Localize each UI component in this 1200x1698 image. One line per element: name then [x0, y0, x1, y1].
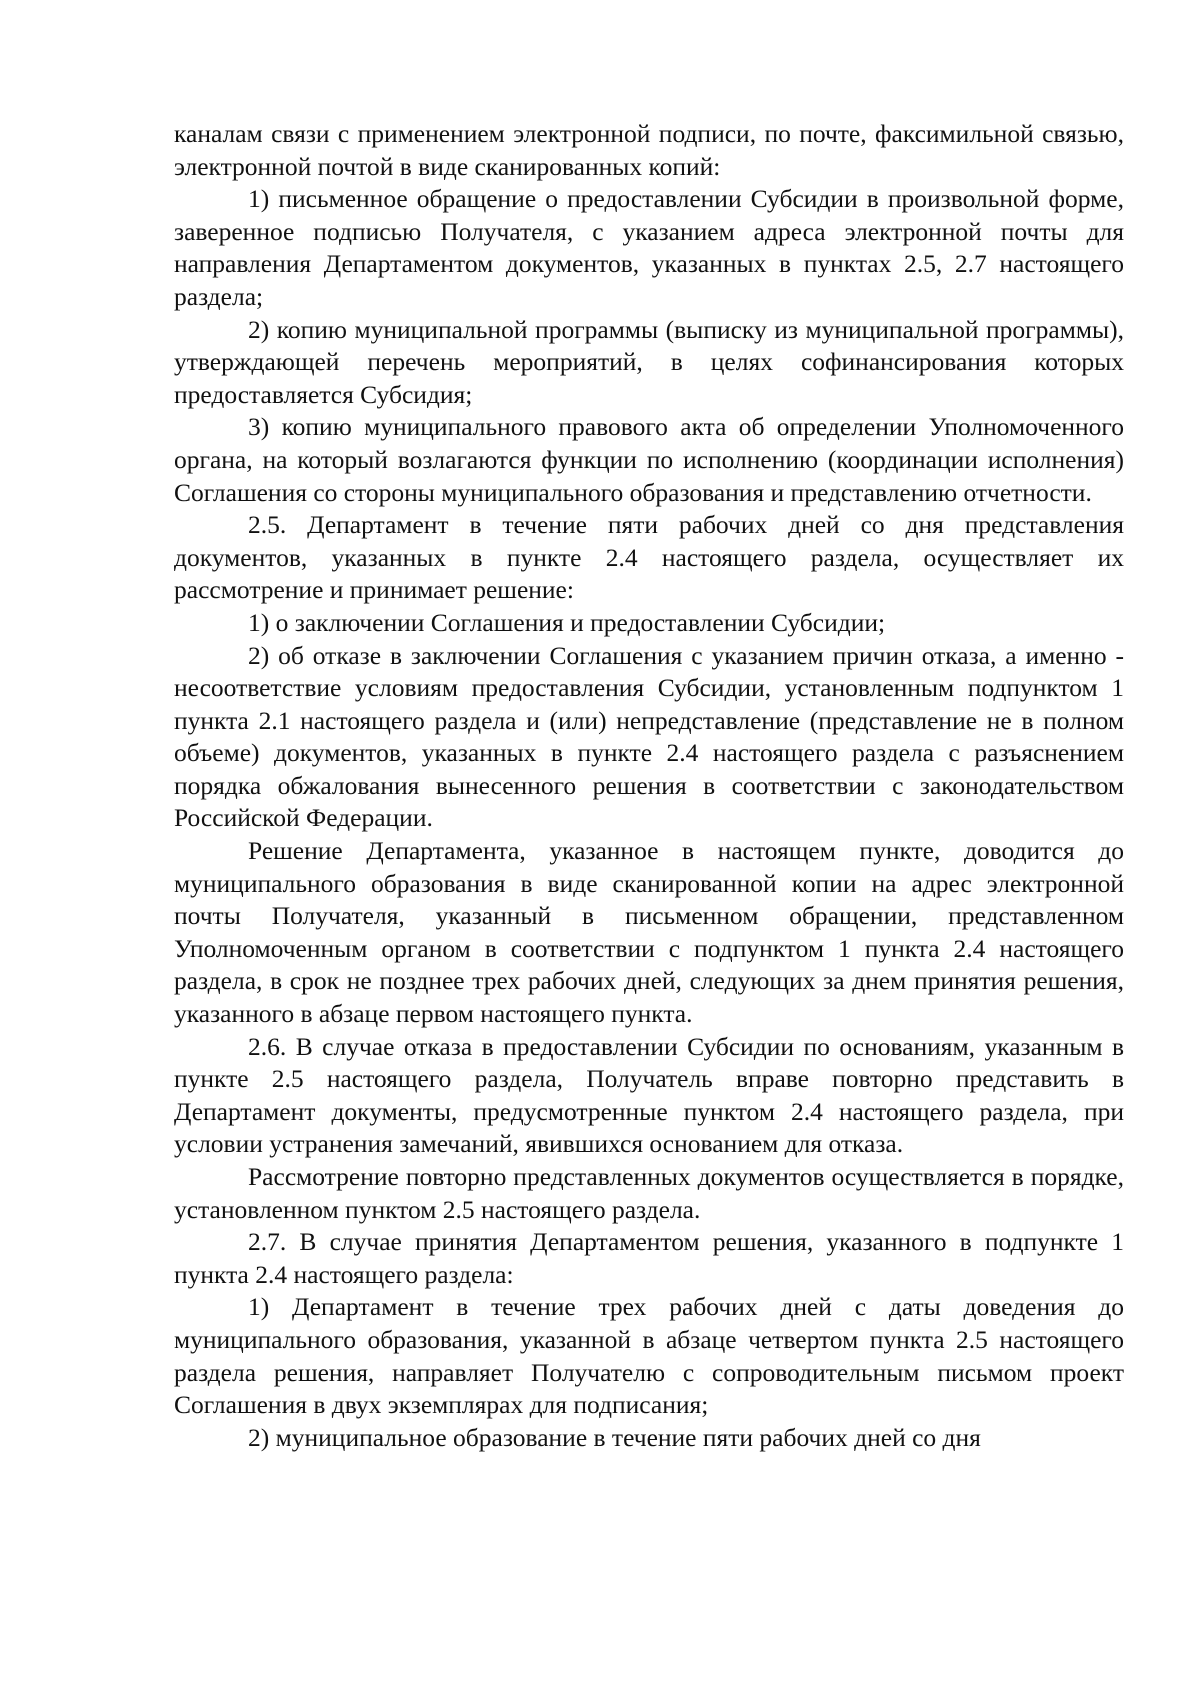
- paragraph-item-2-program-copy: 2) копию муниципальной программы (выписку из муниципальной программы), утверждающей перечень мероприятий, в целях софинансирования которых предоставляется Субсидия;: [174, 314, 1124, 409]
- paragraph-item-1-request: 1) письменное обращение о предоставлении Субсидии в произвольной форме, заверенное подписью Получателя, с указанием адреса электронной почты для направления Департаментом документов, указанных в пунктах 2.5, 2.7 настоящего раздела;: [174, 184, 1124, 311]
- paragraph-2-7-item-2: 2) муниципальное образование в течение пяти рабочих дней со дня: [248, 1422, 981, 1452]
- paragraph-2-6: 2.6. В случае отказа в предоставлении Субсидии по основаниям, указанным в пункте 2.5 настоящего раздела, Получатель вправе повторно представить в Департамент документы, предусмотренные пунктом 2.4 настоящего раздела, при условии устранения замечаний, явившихся основанием для отказа.: [174, 1031, 1124, 1159]
- paragraph-2-7-item-1: 1) Департамент в течение трех рабочих дней с даты доведения до муниципального образования, указанной в абзаце четвертом пункта 2.5 настоящего раздела решения, направляет Получателю с сопроводительным письмом проект Соглашения в двух экземплярах для подписания;: [174, 1292, 1124, 1420]
- paragraph-item-3-legal-act-copy: 3) копию муниципального правового акта об определении Уполномоченного органа, на который возлагаются функции по исполнению (координации исполнения) Соглашения со стороны муниципального образования и представлению отчетности.: [174, 412, 1124, 507]
- document-body: [174, 118, 1124, 1454]
- paragraph-2-5-item-2: 2) об отказе в заключении Соглашения с указанием причин отказа, а именно - несоответствие условиям предоставления Субсидии, установленным подпунктом 1 пункта 2.1 настоящего раздела и (или) непредставление (представление не в полном объеме) документов, указанных в пункте 2.4 настоящего раздела с разъяснением порядка обжалования вынесенного решения в соответствии с законодательством Российской Федерации.: [174, 640, 1124, 833]
- paragraph-resubmission: Рассмотрение повторно представленных документов осуществляется в порядке, установленном пунктом 2.5 настоящего раздела.: [174, 1162, 1124, 1224]
- paragraph-2-5: 2.5. Департамент в течение пяти рабочих дней со дня представления документов, указанных в пункте 2.4 настоящего раздела, осуществляет их рассмотрение и принимает решение:: [174, 510, 1124, 605]
- paragraph-continuation: каналам связи с применением электронной подписи, по почте, факсимильной связью, электронной почтой в виде сканированных копий:: [174, 119, 1124, 181]
- paragraph-2-5-item-1: 1) о заключении Соглашения и предоставлении Субсидии;: [248, 607, 886, 637]
- paragraph-decision-notice: Решение Департамента, указанное в настоящем пункте, доводится до муниципального образования в виде сканированной копии на адрес электронной почты Получателя, указанный в письменном обращении, представленном Уполномоченным органом в соответствии с подпунктом 1 пункта 2.4 настоящего раздела, в срок не позднее трех рабочих дней, следующих за днем принятия решения, указанного в абзаце первом настоящего пункта.: [174, 836, 1124, 1029]
- paragraph-2-7: 2.7. В случае принятия Департаментом решения, указанного в подпункте 1 пункта 2.4 настоящего раздела:: [174, 1227, 1124, 1289]
